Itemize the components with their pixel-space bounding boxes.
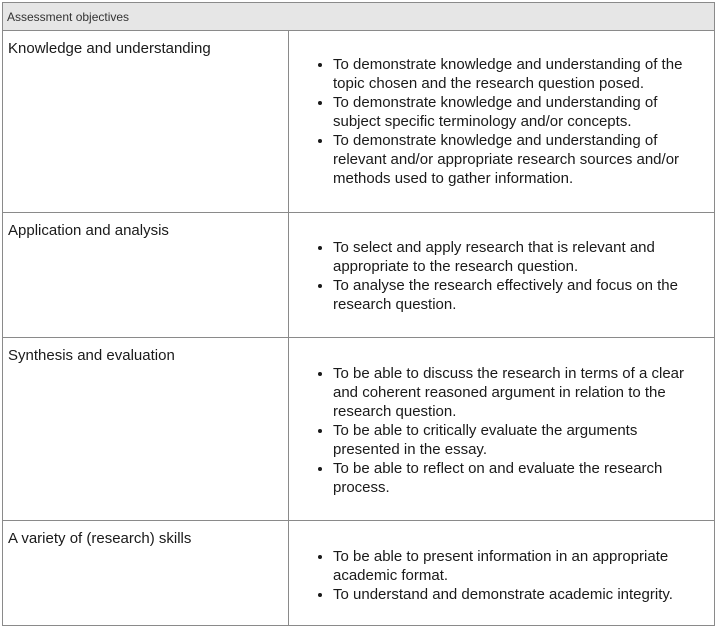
objective-label-cell — [3, 31, 289, 212]
objective-item: • To select and apply research that is relevant and appropriate to the research question. — [333, 238, 714, 276]
objective-item: • To be able to reflect on and evaluate the research process. — [333, 459, 714, 497]
objective-label: A variety of (research) skills — [8, 530, 192, 547]
assessment-objectives-table — [2, 2, 715, 626]
objective-list — [289, 547, 714, 604]
objective-item: • To be able to discuss the research in terms of a clear and coherent reasoned argument in relation to the research question. — [333, 364, 714, 421]
objective-item: • To demonstrate knowledge and understanding of subject specific terminology and/or concepts. — [333, 93, 714, 131]
objective-item: • To demonstrate knowledge and understanding of relevant and/or appropriate research sources and/or methods used to gather information. — [333, 131, 714, 188]
table-row — [3, 213, 714, 338]
objective-label-cell — [3, 213, 289, 337]
objective-details-cell — [289, 213, 714, 337]
objective-label: Application and analysis — [8, 222, 169, 239]
objective-label: Synthesis and evaluation — [8, 347, 175, 364]
table-row — [3, 521, 714, 625]
objective-item: • To analyse the research effectively and focus on the research question. — [333, 276, 714, 314]
objective-label-cell — [3, 521, 289, 625]
objective-list — [289, 238, 714, 314]
objective-item: • To understand and demonstrate academic integrity. — [333, 585, 714, 604]
objective-list — [289, 364, 714, 497]
table-row — [3, 31, 714, 213]
table-header-title: Assessment objectives — [7, 10, 130, 24]
objective-label: Knowledge and understanding — [8, 40, 211, 57]
objective-item: • To demonstrate knowledge and understanding of the topic chosen and the research question posed. — [333, 55, 714, 93]
objective-details-cell — [289, 338, 714, 520]
objective-item: • To be able to critically evaluate the arguments presented in the essay. — [333, 421, 714, 459]
objective-item: • To be able to present information in an appropriate academic format. — [333, 547, 714, 585]
table-header — [3, 3, 714, 31]
objective-list — [289, 55, 714, 188]
objective-label-cell — [3, 338, 289, 520]
objective-details-cell — [289, 521, 714, 625]
objective-details-cell — [289, 31, 714, 212]
table-row — [3, 338, 714, 521]
